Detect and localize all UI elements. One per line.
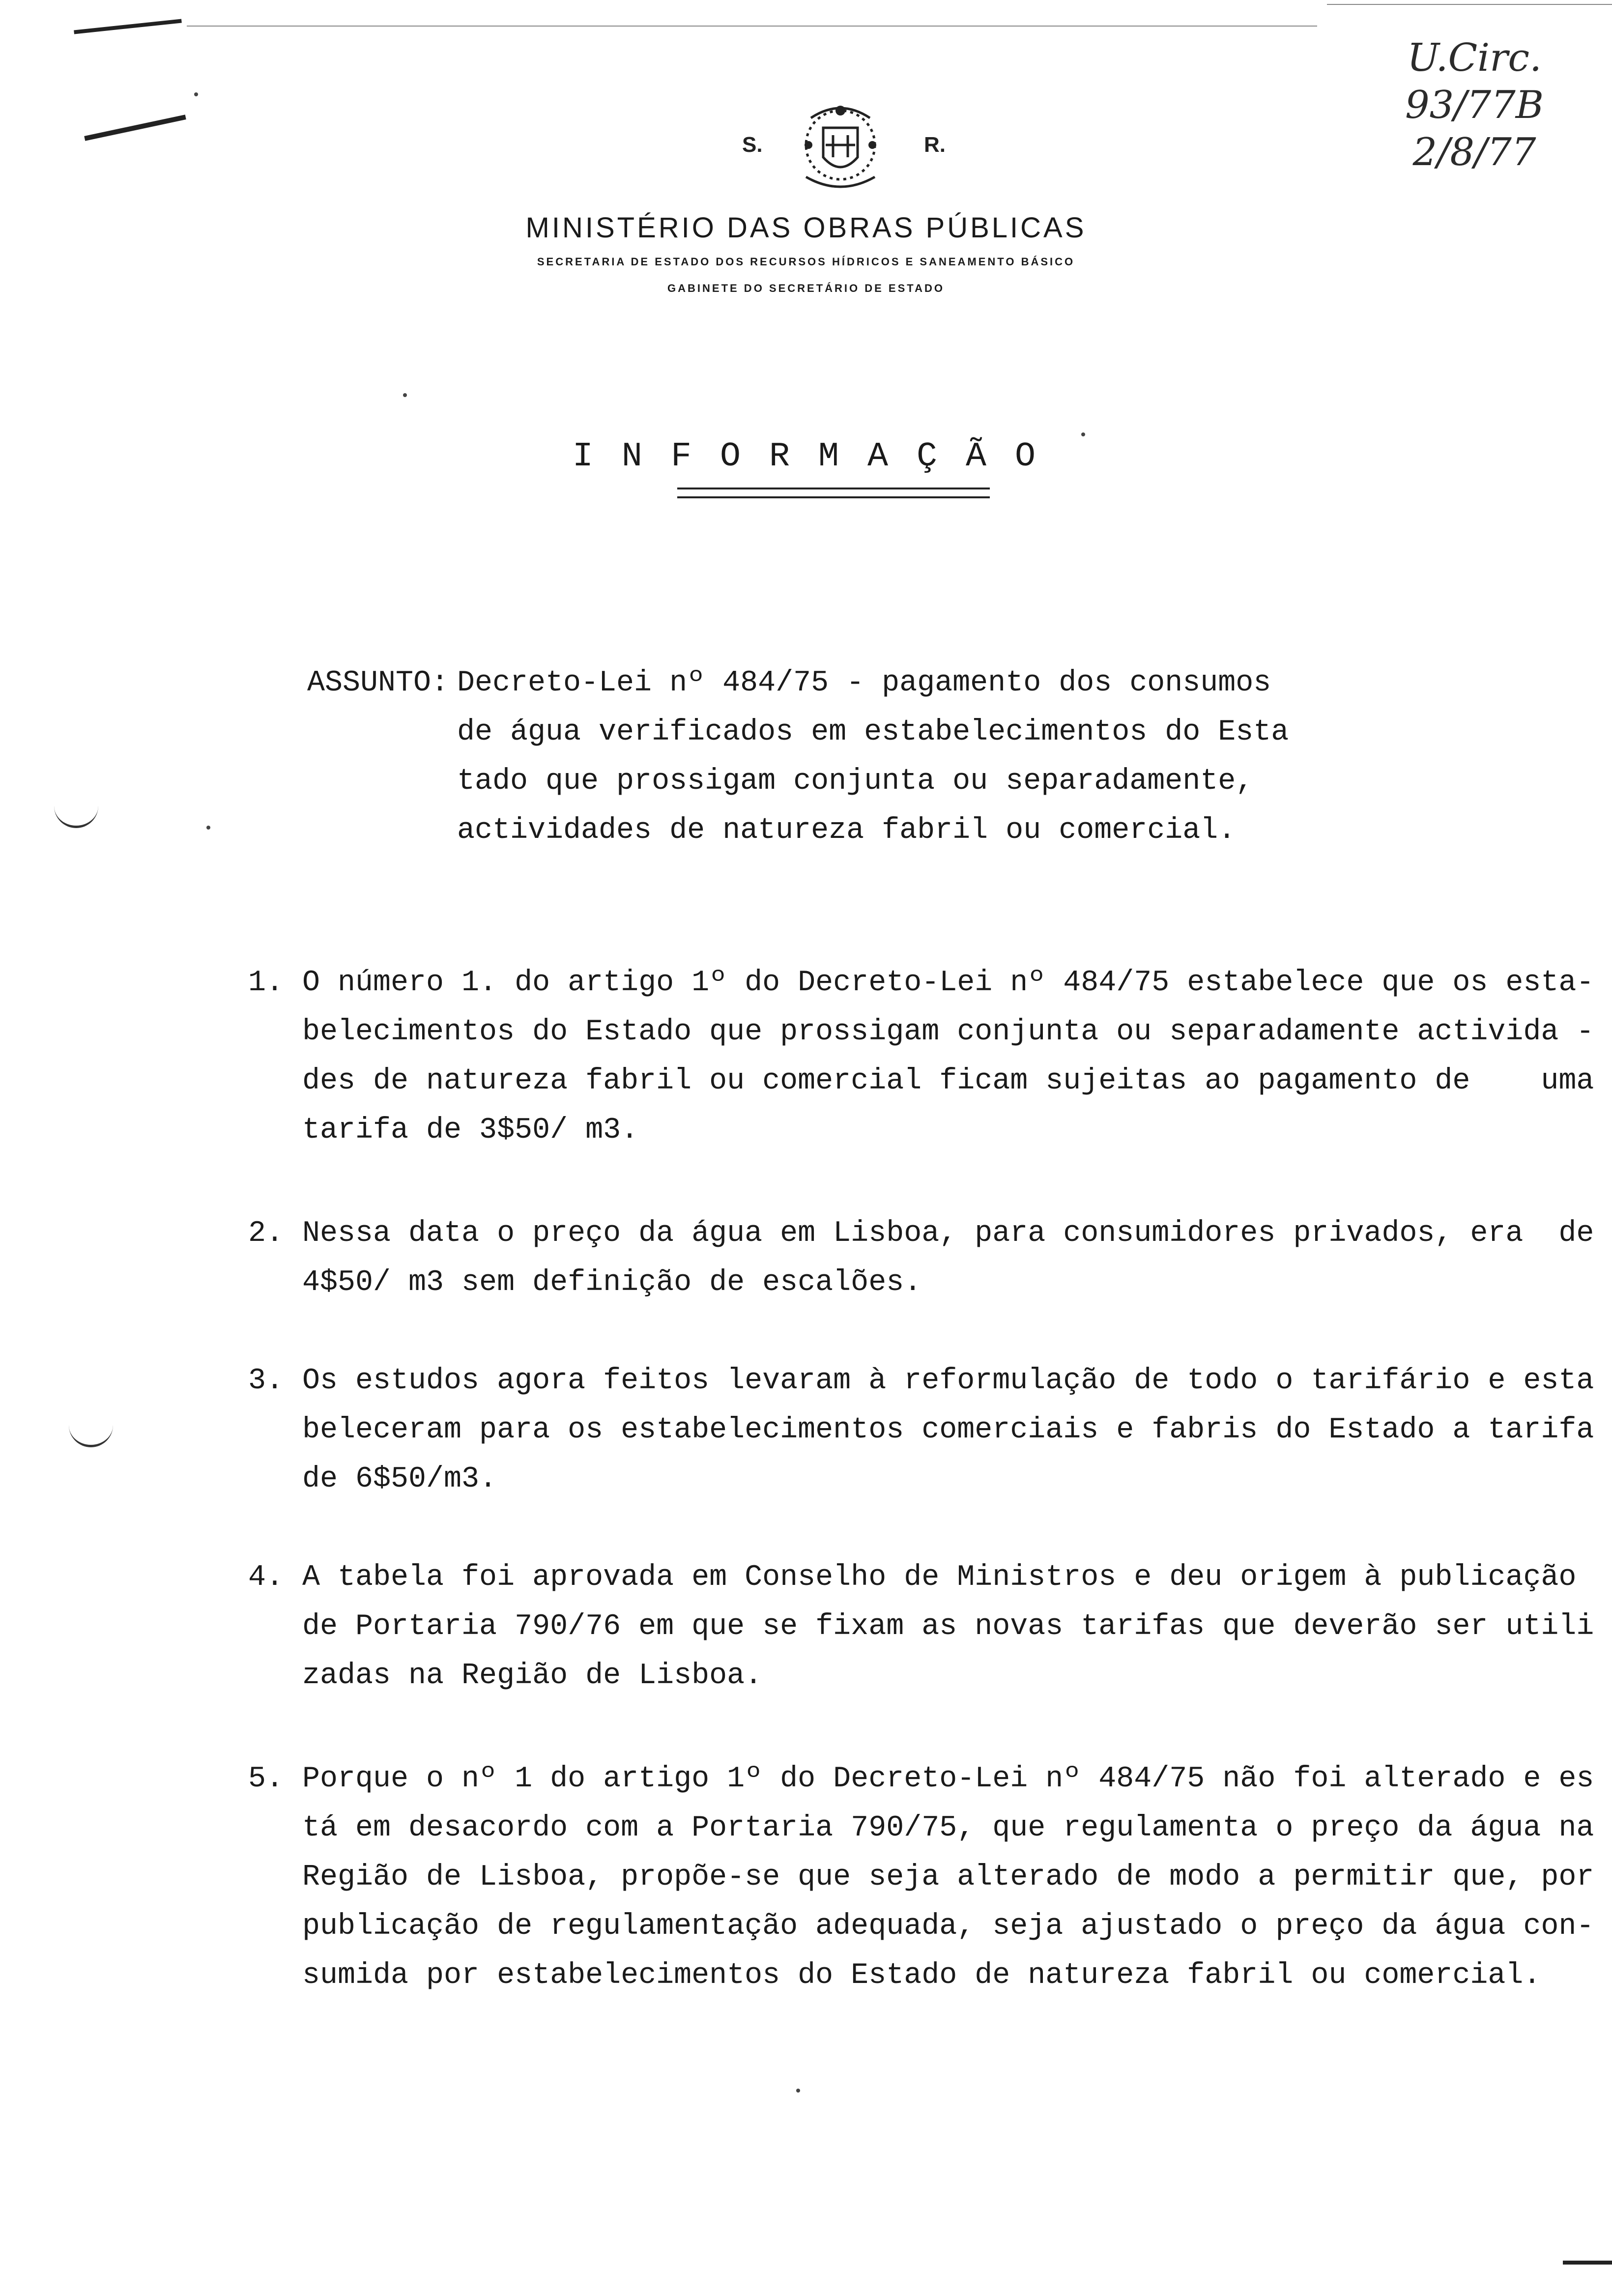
subject-text: [457, 659, 1293, 855]
coat-of-arms-icon: [777, 98, 904, 197]
paragraph-line: tarifa de 3$50/ m3.: [302, 1114, 639, 1147]
handwritten-reference-note: [1347, 34, 1602, 176]
scan-mark-left: [84, 115, 186, 141]
paragraph-line: Região de Lisboa, propõe-se que seja alterado de modo a permitir que, por: [302, 1861, 1594, 1894]
scan-mark-top-left: [74, 19, 182, 34]
title-double-underline: [677, 488, 990, 498]
paragraph-line: O número 1. do artigo 1º do Decreto-Lei nº 484/75 estabelece que os esta-: [302, 966, 1594, 1000]
paragraph-line: sumida por estabelecimentos do Estado de natureza fabril ou comercial.: [302, 1959, 1541, 1992]
subject-line: Decreto-Lei nº 484/75 - pagamento dos consumos: [457, 666, 1271, 700]
paragraph-line: belecimentos do Estado que prossigam conjunta ou separadamente activida -: [302, 1015, 1594, 1049]
seal-left-letter: S.: [742, 133, 763, 157]
handwritten-note-line-2: 2/8/77: [1412, 130, 1536, 174]
paragraph-text: [302, 1754, 1594, 2000]
seal-right-letter: R.: [924, 133, 946, 157]
scan-line-top-right: [1327, 4, 1612, 5]
paragraph-number: 4.: [248, 1561, 284, 1594]
paragraph-text: [302, 1553, 1594, 1700]
paragraph-line: Porque o nº 1 do artigo 1º do Decreto-Lei nº 484/75 não foi alterado e es: [302, 1762, 1594, 1796]
paragraph-line: de Portaria 790/76 em que se fixam as novas tarifas que deverão ser utili: [302, 1610, 1594, 1643]
scan-line-top: [187, 26, 1317, 27]
paragraph-line: 4$50/ m3 sem definição de escalões.: [302, 1266, 922, 1299]
punch-hole-mark: [54, 806, 98, 828]
paragraph-line: Nessa data o preço da água em Lisboa, para consumidores privados, era de: [302, 1217, 1594, 1250]
paragraph-number: 3.: [248, 1364, 284, 1398]
ministry-name: MINISTÉRIO DAS OBRAS PÚBLICAS: [525, 212, 1087, 244]
paragraph-text: [302, 1356, 1594, 1504]
subject-line: actividades de natureza fabril ou comercial.: [457, 814, 1236, 847]
punch-hole-mark: [69, 1425, 113, 1447]
paragraph-text: [302, 1209, 1594, 1307]
paragraph-number: 2.: [248, 1217, 284, 1250]
secretariat-name: SECRETARIA DE ESTADO DOS RECURSOS HÍDRICOS E SANEAMENTO BÁSICO: [537, 256, 1075, 268]
paragraph-line: Os estudos agora feitos levaram à reformulação de todo o tarifário e esta: [302, 1364, 1594, 1398]
speck: [1081, 432, 1085, 436]
paragraph-line: des de natureza fabril ou comercial ficam sujeitas ao pagamento de uma: [302, 1064, 1594, 1098]
scan-mark-bottom-right: [1563, 2261, 1612, 2265]
handwritten-note-line-1: U.Circ. 93/77B: [1405, 36, 1544, 127]
document-title: I N F O R M A Ç Ã O: [572, 437, 1040, 476]
paragraph-line: tá em desacordo com a Portaria 790/75, que regulamenta o preço da água na: [302, 1811, 1594, 1845]
speck: [206, 826, 210, 830]
paragraph-text: [302, 958, 1594, 1155]
letterhead-seal-row: [713, 98, 968, 197]
subject-label: ASSUNTO:: [307, 666, 449, 700]
speck: [194, 92, 198, 96]
speck: [796, 2089, 800, 2093]
paragraph-number: 5.: [248, 1762, 284, 1796]
subject-line: tado que prossigam conjunta ou separadamente,: [457, 765, 1254, 798]
paragraph-number: 1.: [248, 966, 284, 1000]
paragraph-line: de 6$50/m3.: [302, 1463, 497, 1496]
paragraph-line: publicação de regulamentação adequada, seja ajustado o preço da água con-: [302, 1910, 1594, 1943]
paragraph-line: zadas na Região de Lisboa.: [302, 1659, 763, 1693]
cabinet-name: GABINETE DO SECRETÁRIO DE ESTADO: [667, 282, 945, 294]
paragraph-line: beleceram para os estabelecimentos comerciais e fabris do Estado a tarifa: [302, 1413, 1594, 1447]
subject-line: de água verificados em estabelecimentos do Esta: [457, 716, 1289, 749]
paragraph-line: A tabela foi aprovada em Conselho de Ministros e deu origem à publicação: [302, 1561, 1577, 1594]
speck: [403, 393, 407, 397]
